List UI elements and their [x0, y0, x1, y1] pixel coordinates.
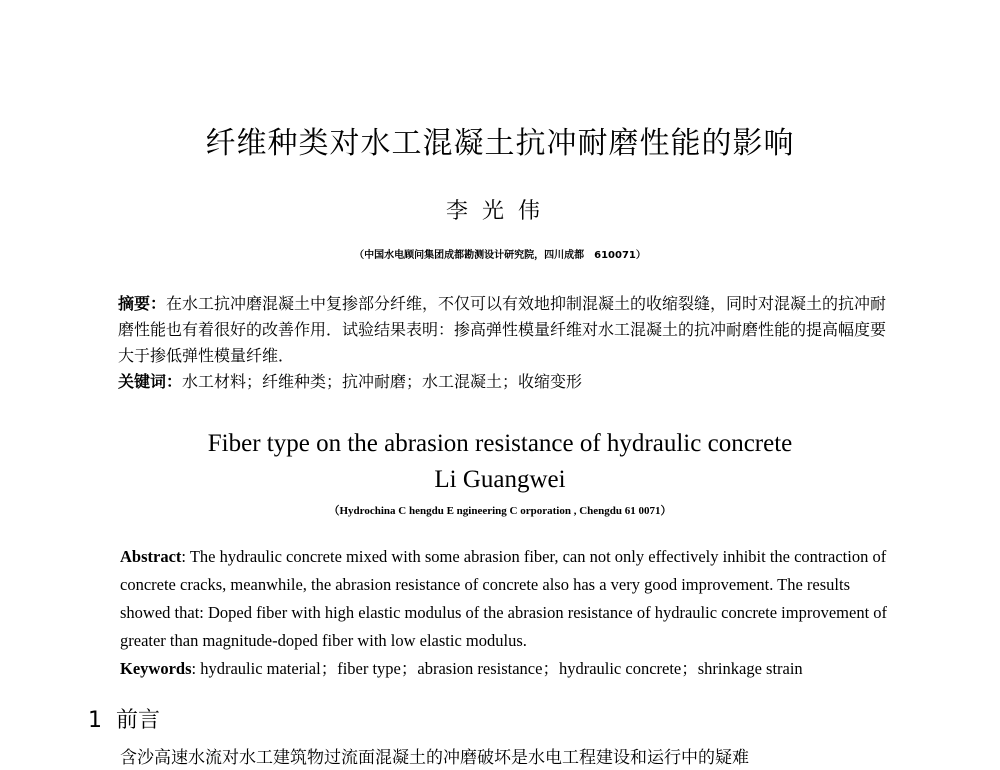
keywords-text-cn: 水工材料；纤维种类；抗冲耐磨；水工混凝土；收缩变形	[182, 372, 583, 391]
affiliation-en: （Hydrochina C hengdu E ngineering C orporation , Chengdu 61 0071）	[328, 505, 672, 517]
paper-title-cn: 纤维种类对水工混凝土抗冲耐磨性能的影响	[205, 126, 795, 161]
keywords-text-en: : hydraulic material；fiber type；abrasion resistance；hydraulic concrete；shrinkage strain	[191, 659, 803, 678]
paper-title-en: Fiber type on the abrasion resistance of hydraulic concrete	[207, 430, 793, 457]
abstract-text-cn: 在水工抗冲磨混凝土中复掺部分纤维，不仅可以有效地抑制混凝土的收缩裂缝，同时对混凝土的抗冲耐磨性能也有着很好的改善作用．试验结果表明：掺高弹性模量纤维对水工混凝土的抗冲耐磨性能的提高幅度要大于掺低弹性模量纤维．	[118, 294, 887, 365]
section-title: 前言	[116, 708, 161, 733]
abstract-label-en: Abstract	[120, 547, 182, 566]
section-heading	[88, 703, 160, 734]
author-name-en: Li Guangwei	[434, 466, 566, 493]
keywords-paragraph-cn	[118, 369, 888, 395]
abstract-text-en: : The hydraulic concrete mixed with some abrasion fiber, can not only effectively inhibit the contraction of concrete cracks, meanwhile, the abrasion resistance of concrete also has a very good improvement. The results showed that: Doped fiber with high elastic modulus of the abrasion resistance of hydraulic concrete improvement of greater than magnitude-doped fiber with low elastic modulus.	[120, 547, 888, 650]
author-name-cn: 李光伟	[445, 199, 554, 224]
abstract-label-cn: 摘要：	[118, 294, 167, 313]
body-text-line: 含沙高速水流对水工建筑物过流面混凝土的冲磨破坏是水电工程建设和运行中的疑难	[120, 748, 749, 768]
keywords-label-en: Keywords	[120, 659, 192, 678]
abstract-block-en	[120, 543, 890, 683]
affiliation-cn: （中国水电顾问集团成都勘测设计研究院，四川成都 610071）	[354, 250, 646, 261]
abstract-block-cn	[118, 291, 888, 395]
abstract-paragraph-cn	[118, 291, 888, 369]
abstract-paragraph-en	[120, 543, 890, 655]
section-number: 1	[88, 708, 102, 733]
keywords-paragraph-en	[120, 655, 890, 683]
keywords-label-cn: 关键词：	[118, 372, 183, 391]
